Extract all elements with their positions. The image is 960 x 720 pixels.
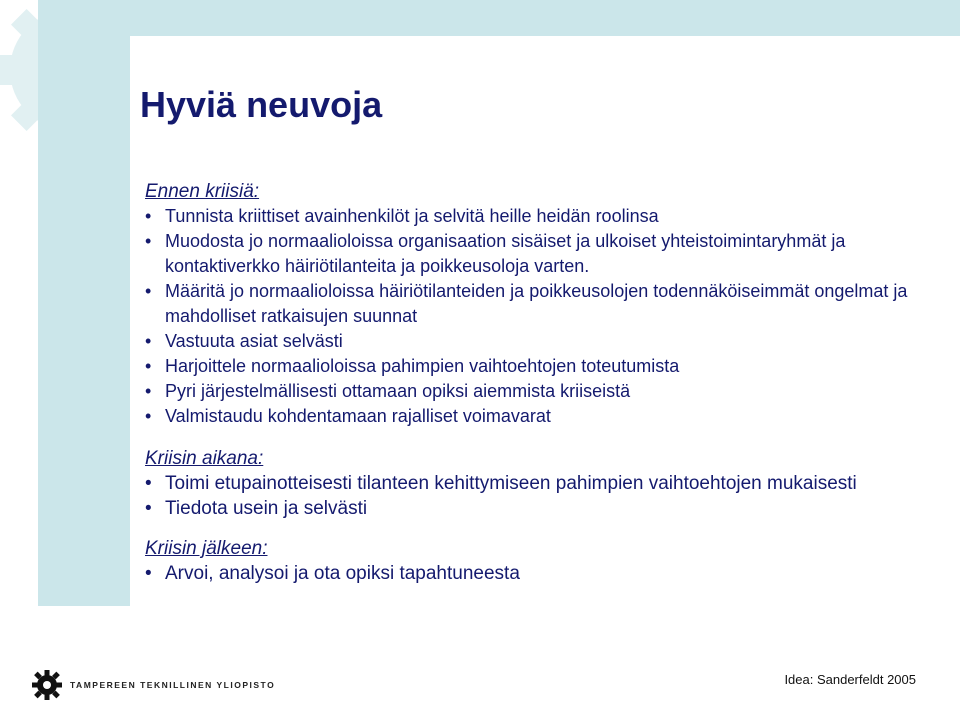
slide-content [145, 180, 925, 602]
section-heading: Kriisin jälkeen: [145, 538, 268, 559]
list-item: • Harjoittele normaalioloissa pahimpien vaihtoehtojen toteutumista [145, 354, 925, 379]
list-item: • Tiedota usein ja selvästi [145, 496, 925, 521]
slide-title: Hyviä neuvoja [140, 84, 383, 125]
bullet-list [145, 561, 925, 586]
idea-credit: Idea: Sanderfeldt 2005 [784, 672, 916, 687]
list-item: • Valmistaudu kohdentamaan rajalliset voimavarat [145, 404, 925, 429]
section-after-crisis [145, 537, 925, 586]
list-item: • Määritä jo normaalioloissa häiriötilanteiden ja poikkeusolojen todennäköiseimmät ongelmat ja mahdolliset ratkaisujen suunnat [145, 279, 925, 329]
left-accent-band [38, 0, 130, 606]
list-item: • Pyri järjestelmällisesti ottamaan opiksi aiemmista kriiseistä [145, 379, 925, 404]
section-heading: Ennen kriisiä: [145, 181, 260, 202]
tut-gear-logo-icon [32, 670, 62, 700]
bullet-list [145, 204, 925, 429]
list-item: • Vastuuta asiat selvästi [145, 329, 925, 354]
section-before-crisis [145, 180, 925, 429]
list-item: • Muodosta jo normaalioloissa organisaation sisäiset ja ulkoiset yhteistoimintaryhmät ja kontaktiverkko häiriötilanteita ja poikkeusoloja varten. [145, 229, 925, 279]
section-heading: Kriisin aikana: [145, 448, 264, 469]
bullet-list [145, 471, 925, 521]
list-item: • Arvoi, analysoi ja ota opiksi tapahtuneesta [145, 561, 925, 586]
section-during-crisis [145, 447, 925, 521]
list-item: • Tunnista kriittiset avainhenkilöt ja selvitä heille heidän roolinsa [145, 204, 925, 229]
university-logo [32, 670, 275, 700]
university-name: TAMPEREEN TEKNILLINEN YLIOPISTO [70, 680, 276, 690]
list-item: • Toimi etupainotteisesti tilanteen kehittymiseen pahimpien vaihtoehtojen mukaisesti [145, 471, 925, 496]
